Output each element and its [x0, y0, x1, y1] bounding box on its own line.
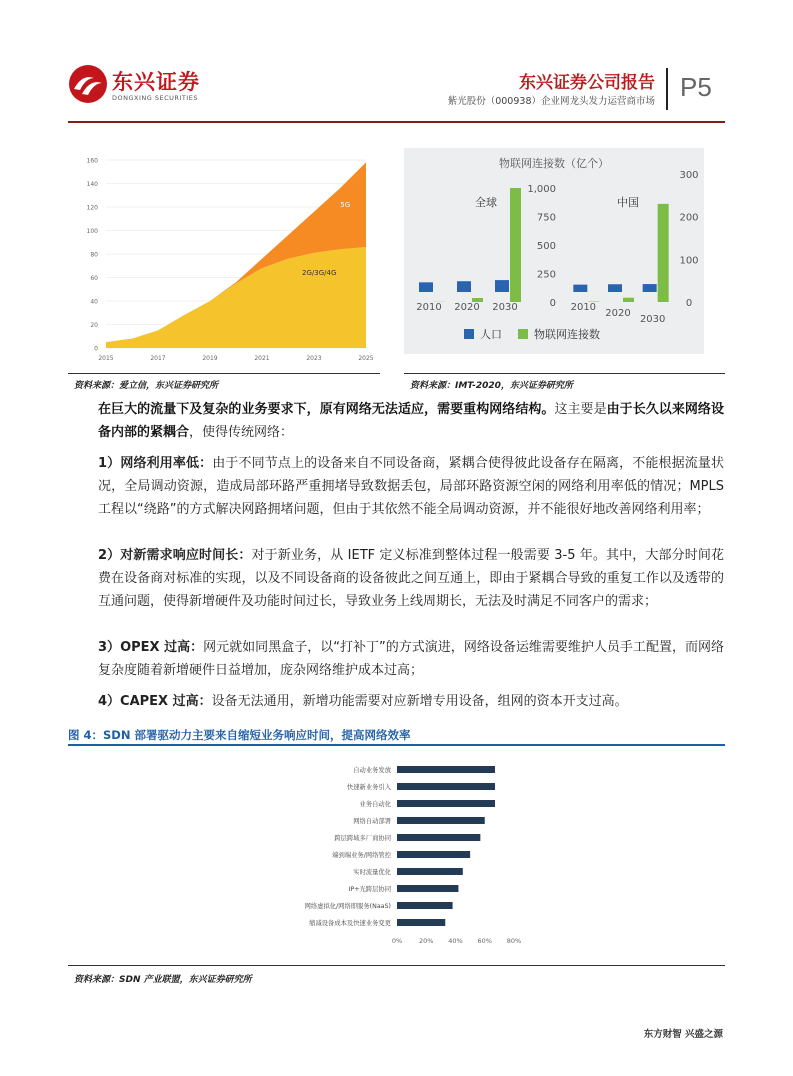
iot-connections-chart: [404, 148, 704, 354]
legend-label: 人口: [480, 328, 502, 341]
logo-mark: [68, 64, 108, 104]
series-label-2g3g4g: 2G/3G/4G: [302, 269, 337, 278]
list-item-text: 对于新业务，从 IETF 定义标准到整体过程一般需要 3-5 年。其中，大部分时间花费在设备商对标准的实现，以及不同设备商的设备彼此之间互通上，即由于紧耦合导致的重复工作以及透带的互通问题，使得新增硬件及功能时间过长，导致业务上线周期长，无法及时满足不同客户的需求；: [98, 548, 724, 609]
y-tick-label: 1,000: [527, 184, 556, 195]
bar-iot: [623, 298, 634, 302]
y-tick-label: 100: [86, 228, 98, 235]
y-tick-label: 120: [86, 204, 98, 212]
logo-subtext: DONGXING SECURITIES: [112, 94, 198, 102]
category-label: 端到端业务/网络管控: [332, 852, 391, 859]
bar: [397, 800, 495, 807]
x-tick-label: 2021: [254, 355, 270, 362]
header-rule: [68, 121, 725, 123]
figure2-source-rule: [404, 373, 725, 374]
y-tick-label: 20: [90, 322, 98, 329]
figure3-source-rule: [68, 965, 725, 966]
group-label: 中国: [617, 196, 639, 209]
y-tick-label: 100: [679, 255, 699, 267]
traffic-area-chart: [68, 148, 380, 370]
sdn-drivers-bar-chart: [270, 755, 530, 955]
x-tick-label: 20%: [419, 937, 434, 945]
x-tick-label: 80%: [506, 937, 522, 945]
y-tick-label: 500: [536, 241, 556, 252]
figure3-title-rule: [68, 744, 725, 746]
category-label: 网络虚拟化/网络即服务(NaaS): [304, 903, 391, 910]
figure3-source: 资料来源：SDN 产业联盟，东兴证券研究所: [74, 975, 252, 985]
category-label: 跨层跨域多厂商协同: [334, 835, 391, 842]
bar-population: [457, 281, 471, 292]
figure1-source-rule: [68, 373, 380, 374]
x-tick-label: 2030: [639, 314, 666, 325]
bar: [397, 902, 453, 909]
bar: [397, 885, 458, 892]
report-title: 东兴证券公司报告: [519, 73, 655, 93]
list-item: 3）OPEX 过高：网元就如同黑盒子，以“打补丁”的方式演进，网络设备运维需要维护人员手工配置，而网络复杂度随着新增硬件日益增加，庞杂网络维护成本过高；: [98, 640, 725, 678]
y-tick-label: 80: [90, 251, 98, 259]
intro-text-2: ，使得传统网络：: [189, 425, 294, 440]
bar: [397, 783, 495, 790]
x-tick-label: 2030: [492, 302, 518, 313]
bar-iot: [510, 188, 521, 302]
list-item: 2）对新需求响应时间长：对于新业务，从 IETF 定义标准到整体过程一般需要 3-5 年。其中，大部分时间花费在设备商对标准的实现，以及不同设备商的设备彼此之间互通上，即由于紧耦合导致的重复工作以及透带的互通问题，使得新增硬件及功能时间过长，导致业务上线周期长，无法及时满足不同客户的需求；: [98, 548, 724, 609]
area-series-2g3g4g: [106, 247, 366, 348]
category-label: 业务自动化: [359, 801, 391, 808]
list-item-title: CAPEX 过高：: [120, 694, 212, 709]
report-subtitle: 紫光股份（000938）企业网龙头发力运营商市场: [447, 96, 655, 107]
list-item: 1）网络利用率低：由于不同节点上的设备来自不同设备商，紧耦合使得彼此设备存在隔离，不能根据流量状况，全局调动资源，造成局部环路严重拥堵导致数据丢包，局部环路资源空闲的网络利用率低的情况；MPLS 工程以“绕路”的方式解决网路拥堵问题，但由于其依然不能全局调动资源，并不能很好地改善网络利用率；: [98, 456, 724, 517]
legend-label: 物联网连接数: [534, 328, 600, 341]
category-label: 缩减设备成本及快速业务变更: [309, 920, 391, 927]
y-tick-label: 160: [86, 157, 98, 165]
legend-swatch-iot: [518, 329, 528, 339]
category-label: 实时流量优化: [353, 869, 391, 876]
bar-population: [573, 285, 587, 292]
intro-text: 这主要是: [554, 402, 607, 417]
list-item: 4）CAPEX 过高：设备无法通用，新增功能需要对应新增专用设备，组网的资本开支过高。: [98, 694, 628, 709]
x-tick-label: 40%: [448, 937, 463, 945]
y-tick-label: 300: [679, 170, 699, 181]
y-tick-label: 0: [94, 345, 98, 353]
bar: [397, 817, 485, 824]
bar: [397, 851, 470, 858]
group-label: 全球: [475, 196, 497, 209]
x-tick-label: 2019: [202, 355, 218, 362]
list-item-text: 由于不同节点上的设备来自不同设备商，紧耦合使得彼此设备存在隔离，不能根据流量状况，全局调动资源，造成局部环路严重拥堵导致数据丢包，局部环路资源空闲的网络利用率低的情况；MPLS 工程以“绕路”的方式解决网路拥堵问题，但由于其依然不能全局调动资源，并不能很好地改善网络利用率；: [98, 456, 724, 517]
x-tick-label: 2025: [358, 355, 374, 362]
footer-slogan: 东方财智 兴盛之源: [643, 1029, 723, 1040]
x-tick-label: 60%: [477, 937, 492, 945]
y-tick-label: 750: [536, 212, 556, 224]
bar-population: [495, 280, 509, 292]
page-number: P5: [680, 72, 712, 102]
bar: [397, 766, 495, 773]
category-label: 快速新业务引入: [346, 784, 391, 791]
list-item-text: 网元就如同黑盒子，以“打补丁”的方式演进，网络设备运维需要维护人员手工配置，而网络复杂度随着新增硬件日益增加，庞杂网络维护成本过高；: [98, 640, 725, 678]
intro-emphasis: 在巨大的流量下及复杂的业务要求下，原有网络无法适应，需要重构网络结构。: [98, 402, 555, 417]
bar: [397, 834, 480, 841]
figure3-title: 图 4：SDN 部署驱动力主要来自缩短业务响应时间，提高网络效率: [68, 728, 411, 742]
y-tick-label: 250: [536, 269, 556, 281]
list-item-title: 网络利用率低：: [120, 456, 213, 471]
x-tick-label: 2015: [98, 355, 114, 362]
bar-population: [643, 284, 657, 292]
category-label: IP+光跨层协同: [348, 886, 391, 893]
x-tick-label: 2017: [150, 355, 166, 362]
figure1-source: 资料来源：爱立信，东兴证券研究所: [74, 381, 219, 391]
bar-population: [608, 284, 622, 292]
figure2-source: 资料来源：IMT-2020，东兴证券研究所: [410, 381, 573, 391]
x-tick-label: 2023: [306, 355, 322, 362]
intro-emphasis-2: 由于长久以来网络设备内部的紧耦合: [98, 402, 724, 440]
list-item-title: OPEX 过高：: [120, 640, 204, 655]
y-tick-label: 200: [679, 212, 699, 224]
bar-population: [419, 282, 433, 292]
bar-iot: [658, 204, 669, 302]
y-tick-label: 60: [90, 275, 98, 282]
x-tick-label: 2010: [416, 302, 442, 313]
x-tick-label: 2020: [605, 308, 631, 319]
y-tick-label: 0: [685, 298, 693, 309]
chart-title: 物联网连接数（亿个）: [499, 157, 609, 170]
category-label: 网络自动部署: [353, 818, 391, 825]
header-divider: [666, 68, 668, 110]
bar: [397, 919, 445, 926]
logo-text: 东兴证券: [112, 70, 200, 94]
bar: [397, 868, 463, 875]
legend-swatch-population: [464, 329, 474, 339]
series-label-5g: 5G: [340, 201, 351, 209]
x-tick-label: 2010: [570, 302, 597, 313]
x-tick-label: 0%: [391, 937, 403, 945]
intro-paragraph: [98, 398, 724, 444]
y-tick-label: 140: [86, 181, 98, 188]
list-item-text: 设备无法通用，新增功能需要对应新增专用设备，组网的资本开支过高。: [211, 694, 628, 709]
x-tick-label: 2020: [454, 302, 480, 313]
list-item-title: 对新需求响应时间长：: [120, 548, 252, 563]
y-tick-label: 0: [549, 298, 556, 309]
category-label: 自动业务发放: [353, 767, 391, 774]
y-tick-label: 40: [90, 298, 98, 306]
